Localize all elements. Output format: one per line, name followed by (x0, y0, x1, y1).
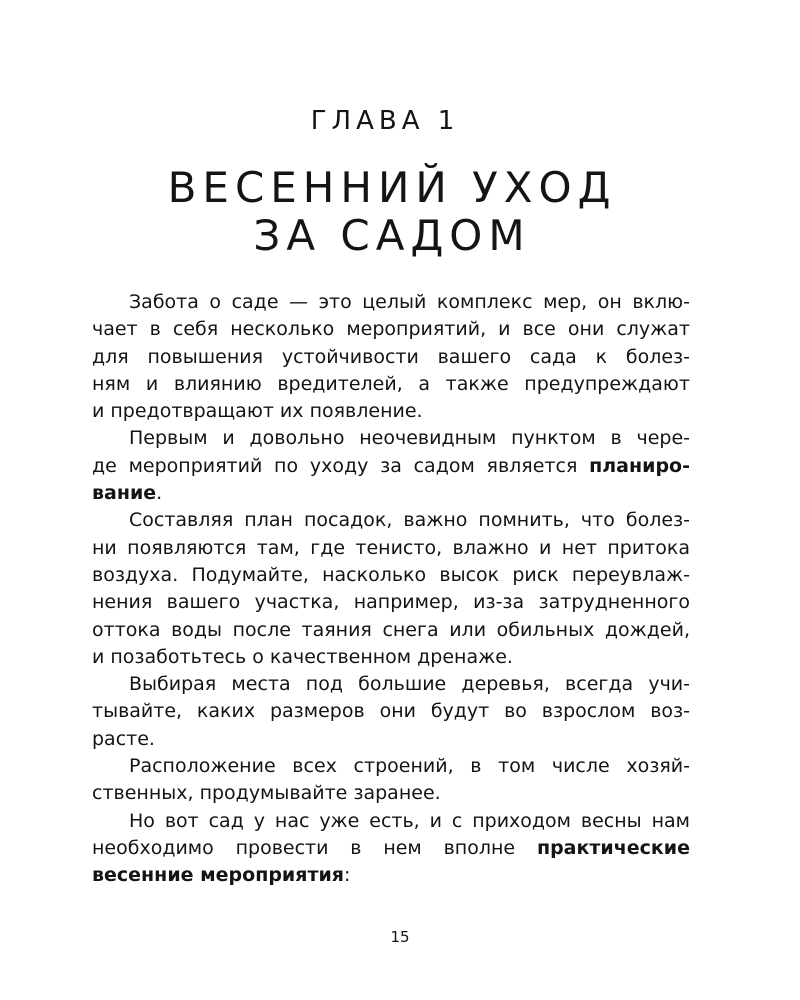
text-line: и позаботьтесь о качественном дренаже. (92, 645, 513, 668)
text-line: Первым и довольно неочевидным пунктом в чере- (129, 427, 690, 450)
text-run: : (343, 864, 351, 887)
bold-term: весенние мероприятия (92, 864, 344, 887)
text-line (92, 480, 690, 507)
bold-term: практические (536, 836, 690, 859)
page-number: 15 (390, 928, 410, 946)
bold-term: вание (92, 482, 157, 505)
text-line: ственных, продумывайте заранее. (92, 782, 441, 805)
text-run: . (156, 482, 163, 505)
chapter-title-line-2: ЗА САДОМ (253, 211, 531, 260)
chapter-body (92, 289, 690, 890)
paragraph (92, 671, 690, 753)
paragraph (92, 753, 690, 808)
text-line: ни появляются там, где тенисто, влажно и нет притока (92, 536, 690, 559)
text-line: и предотвращают их появление. (92, 400, 423, 423)
text-line: чает в себя несколько мероприятий, и все они служат (92, 318, 690, 341)
chapter-title-line-1: ВЕСЕННИЙ УХОД (167, 163, 617, 212)
paragraph (92, 507, 690, 671)
text-line: оттока воды после таяния снега или обильных дождей, (92, 618, 690, 641)
text-line (92, 453, 690, 480)
text-line: нения вашего участка, например, из-за затрудненного (92, 591, 690, 614)
text-line (92, 835, 690, 862)
text-line: расте. (92, 727, 155, 750)
bold-term: планиро- (589, 454, 690, 477)
text-run: де мероприятий по уходу за садом является (92, 454, 590, 477)
text-line: воздуха. Подумайте, насколько высок риск переувлаж- (92, 563, 690, 586)
text-line (92, 862, 690, 889)
text-line: для повышения устойчивости вашего сада к болез- (92, 345, 690, 368)
chapter-title (0, 164, 784, 260)
text-line: Составляя план посадок, важно помнить, что болез- (129, 509, 690, 532)
paragraph (92, 425, 690, 507)
paragraph (92, 289, 690, 425)
chapter-label: ГЛАВА 1 (310, 106, 460, 136)
text-run: необходимо провести в нем вполне (92, 836, 537, 859)
text-line: Расположение всех строений, в том числе хозяй- (129, 755, 690, 778)
text-line: ням и влиянию вредителей, а также предупреждают (92, 372, 690, 395)
paragraph (92, 808, 690, 890)
text-line: тывайте, каких размеров они будут во взрослом воз- (92, 700, 690, 723)
text-line: Забота о саде — это целый комплекс мер, он вклю- (129, 291, 690, 313)
text-line: Но вот сад у нас уже есть, и с приходом весны нам (129, 809, 690, 832)
text-line: Выбирая места под большие деревья, всегда учи- (129, 673, 690, 696)
